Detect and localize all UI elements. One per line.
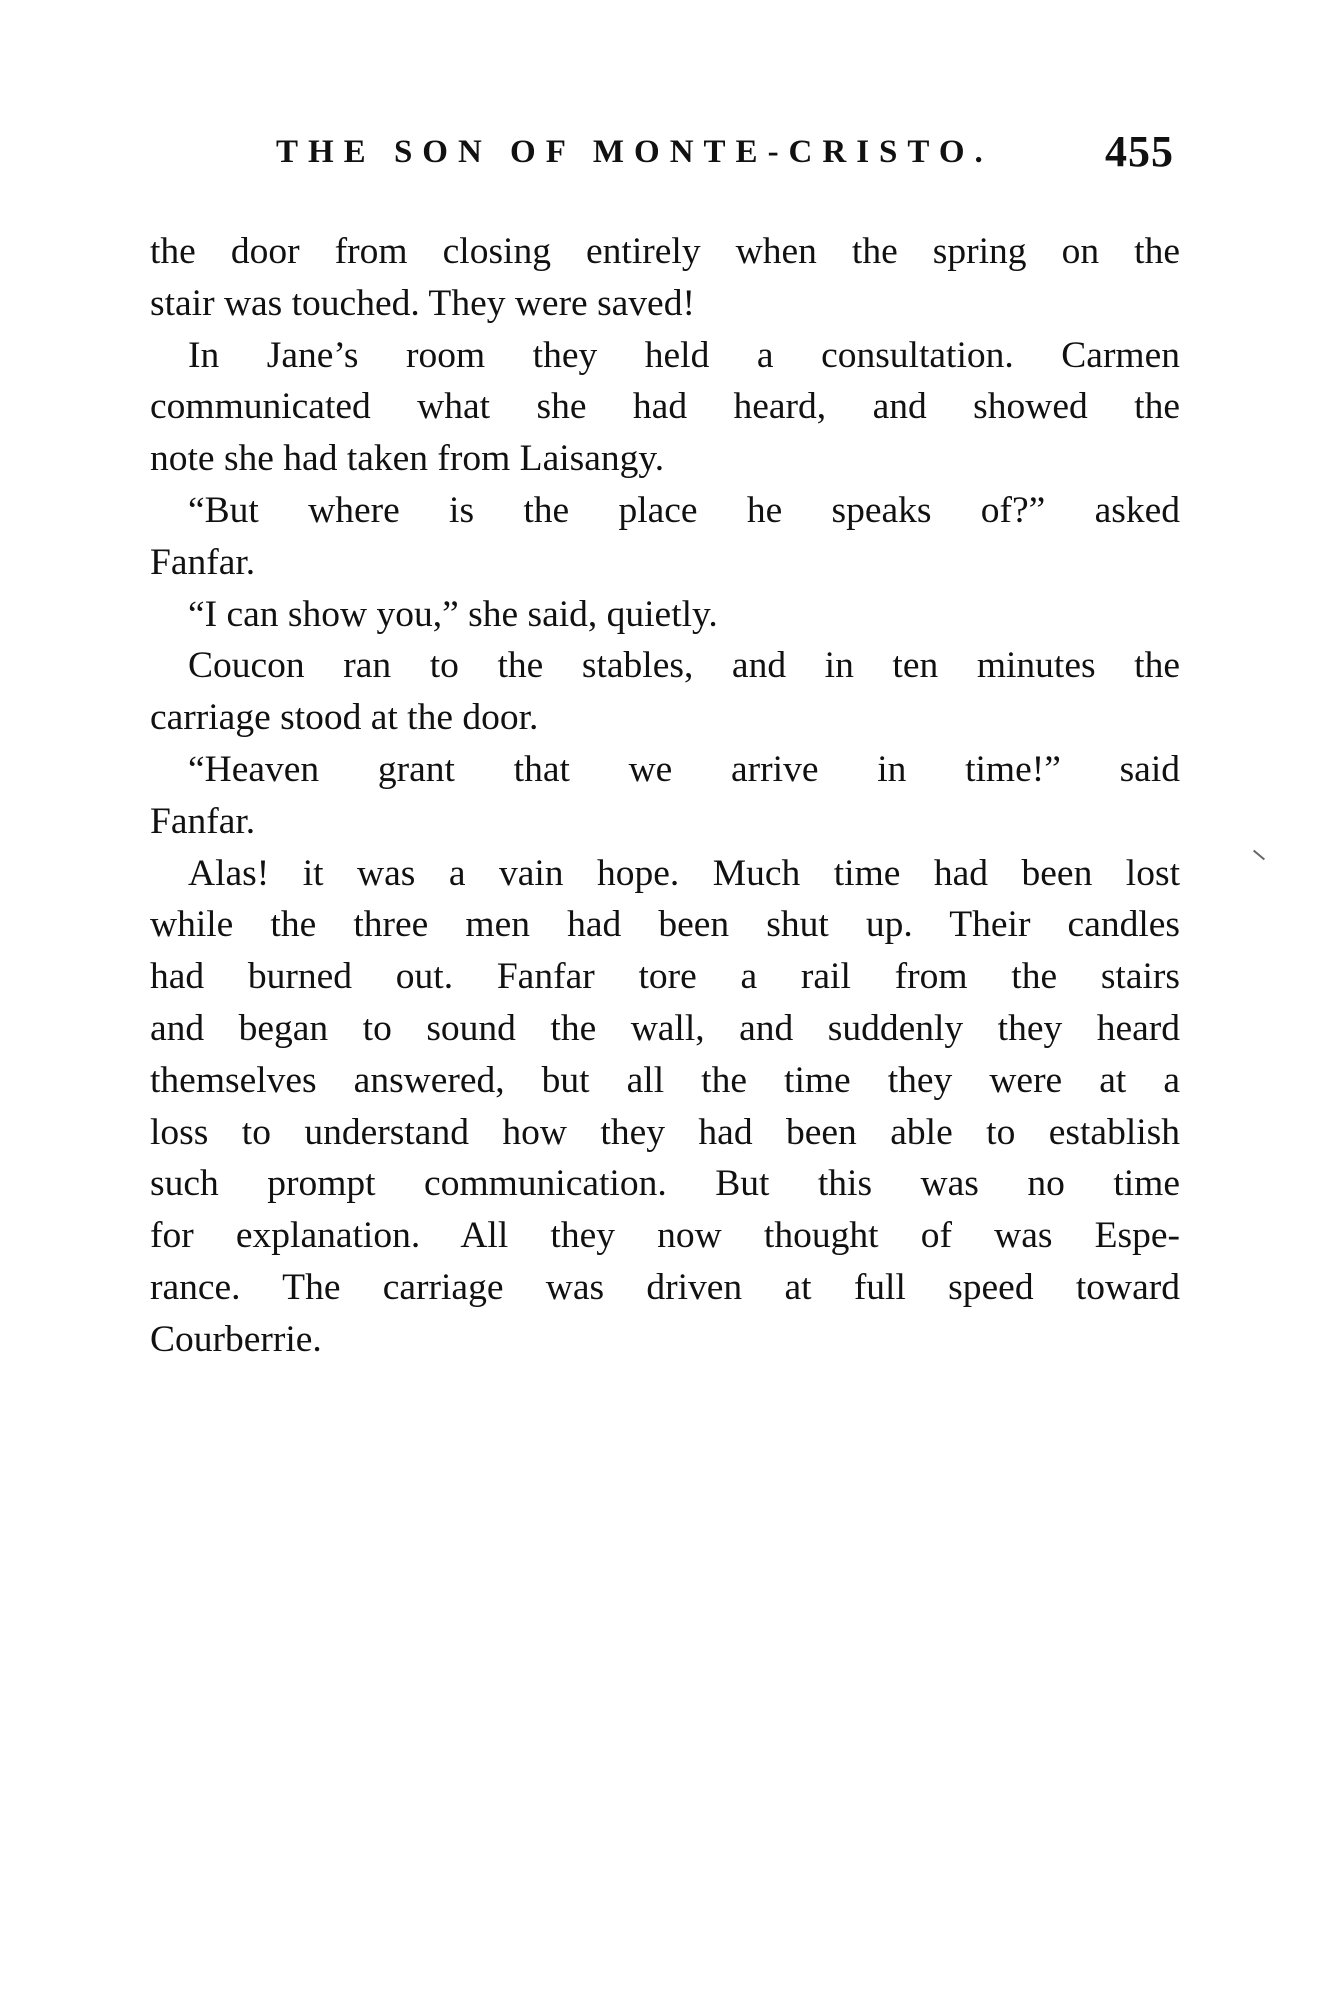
running-title: THE SON OF MONTE-CRISTO. <box>276 134 993 170</box>
text-line: for explanation. All they now thought of was Espe- <box>150 1215 1180 1257</box>
text-line: had burned out. Fanfar tore a rail from the stairs <box>150 956 1180 998</box>
text-line: Fanfar. <box>150 800 256 842</box>
text-line: Alas! it was a vain hope. Much time had been lost <box>188 852 1180 894</box>
text-line: “Heaven grant that we arrive in time!” said <box>188 748 1180 790</box>
running-head <box>150 128 1180 188</box>
text-line: In Jane’s room they held a consultation. Carmen <box>188 334 1180 376</box>
text-line: themselves answered, but all the time they were at a <box>150 1059 1180 1101</box>
text-line: Coucon ran to the stables, and in ten minutes the <box>188 645 1180 687</box>
text-line: rance. The carriage was driven at full speed toward <box>150 1266 1180 1308</box>
text-line: carriage stood at the door. <box>150 697 539 739</box>
text-line: stair was touched. They were saved! <box>150 282 695 324</box>
text-line: loss to understand how they had been able to establish <box>150 1111 1180 1153</box>
text-line: note she had taken from Laisangy. <box>150 438 665 480</box>
text-line: “But where is the place he speaks of?” asked <box>188 489 1180 531</box>
text-line: “I can show you,” she said, quietly. <box>188 593 718 635</box>
text-line: communicated what she had heard, and showed the <box>150 386 1180 428</box>
page-number: 455 <box>1105 127 1174 176</box>
text-line: Fanfar. <box>150 541 256 583</box>
text-line: the door from closing entirely when the spring on the <box>150 231 1180 272</box>
text-line: Courberrie. <box>150 1318 322 1360</box>
text-line: while the three men had been shut up. Their candles <box>150 904 1180 946</box>
text-line: such prompt communication. But this was no time <box>150 1163 1180 1205</box>
text-line: and began to sound the wall, and suddenly they heard <box>150 1007 1180 1049</box>
stray-ink-mark <box>1253 850 1265 861</box>
body-text <box>150 226 1180 1366</box>
